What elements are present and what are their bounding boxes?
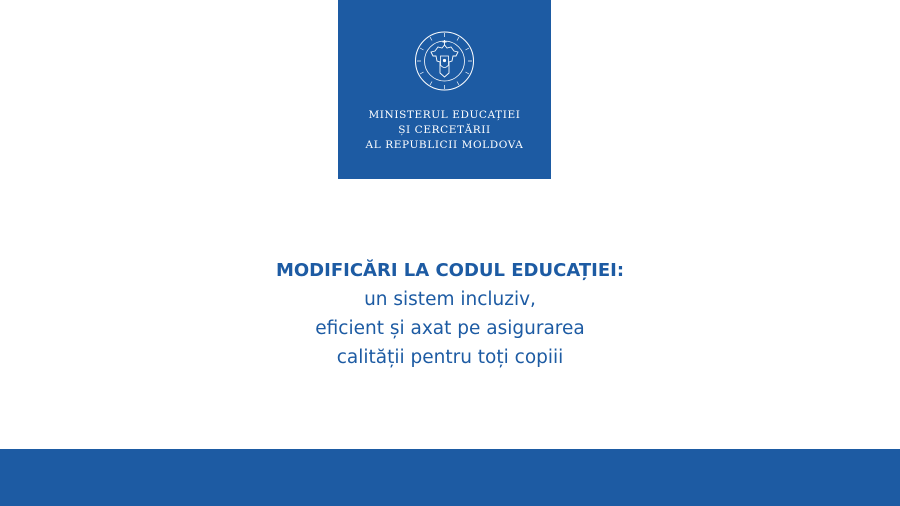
ministry-name (338, 108, 551, 153)
headline-line-2: eficient și axat pe asigurarea (315, 318, 585, 339)
headline-line-3: calității pentru toți copiii (336, 347, 564, 368)
ministry-name-line-2: ȘI CERCETĂRII (398, 124, 491, 136)
ministry-name-line-3: AL REPUBLICII MOLDOVA (365, 139, 524, 151)
state-coat-of-arms-icon (413, 28, 476, 96)
headline-title: MODIFICĂRI LA CODUL EDUCAȚIEI: (275, 260, 625, 281)
ministry-name-line-1: MINISTERUL EDUCAȚIEI (368, 109, 521, 121)
footer-band (0, 449, 900, 506)
headline-line-1: un sistem incluziv, (364, 289, 536, 310)
headline (150, 256, 750, 372)
ministry-logo-block (338, 0, 551, 179)
